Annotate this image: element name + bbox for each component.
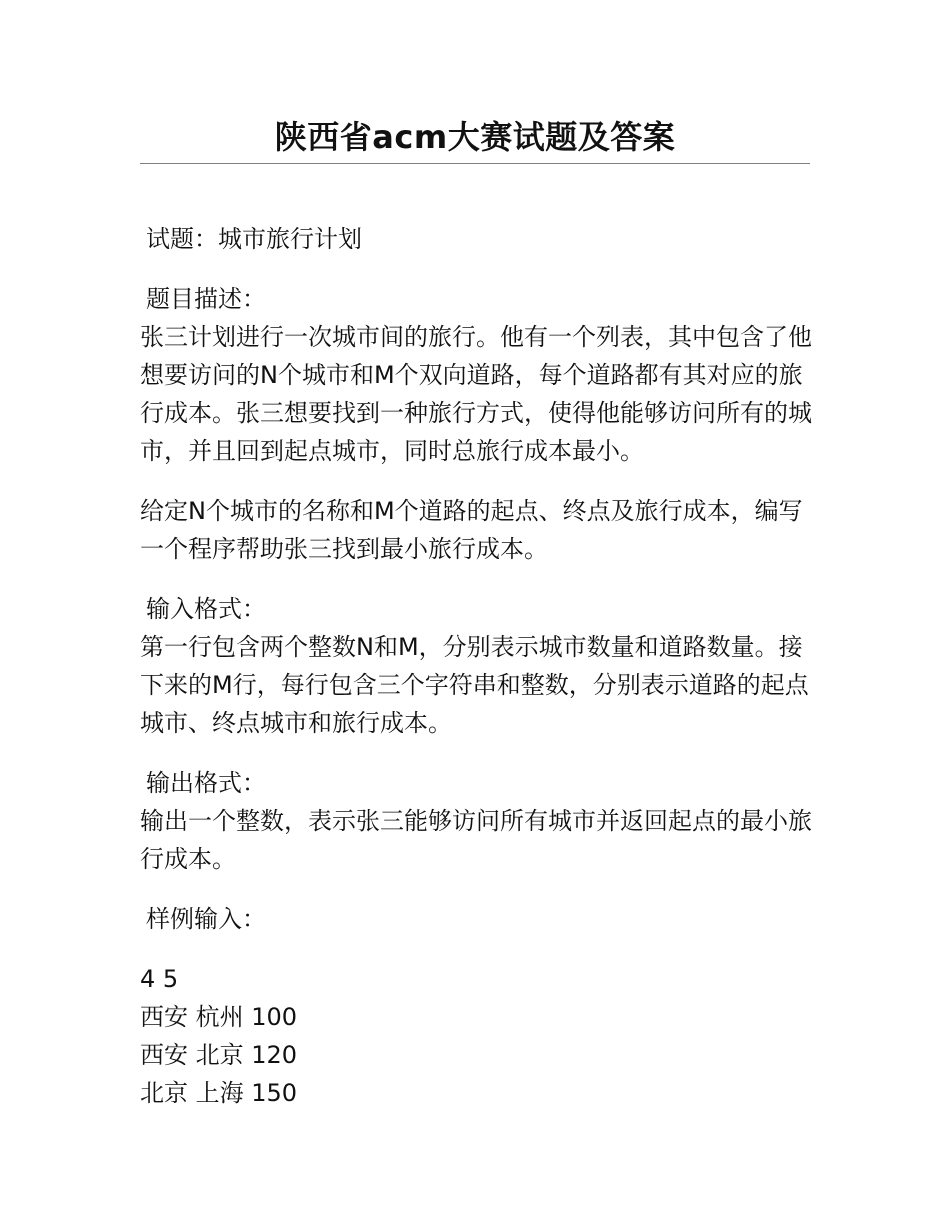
description-paragraph-2: 给定N个城市的名称和M个道路的起点、终点及旅行成本，编写一个程序帮助张三找到最小旅行成本。 [140, 497, 803, 563]
sample-input-line: 西安 北京 120 [140, 1041, 298, 1069]
spacer [140, 568, 820, 590]
input-format-text: 第一行包含两个整数N和M，分别表示城市数量和道路数量。接下来的M行，每行包含三个字符串和整数，分别表示道路的起点城市、终点城市和旅行成本。 [140, 633, 809, 737]
spacer [140, 470, 820, 492]
output-format-text: 输出一个整数，表示张三能够访问所有城市并返回起点的最小旅行成本。 [140, 807, 812, 873]
document-title: 陕西省acm大赛试题及答案 [274, 118, 676, 156]
input-format-heading: 输入格式： [146, 595, 266, 623]
sample-input-line: 西安 杭州 100 [140, 1003, 298, 1031]
problem-label: 试题：城市旅行计划 [146, 225, 362, 253]
description-paragraph-1: 张三计划进行一次城市间的旅行。他有一个列表，其中包含了他想要访问的N个城市和M个双向道路，每个道路都有其对应的旅行成本。张三想要找到一种旅行方式，使得他能够访问所有的城市，并且回到起点城市，同时总旅行成本最小。 [140, 323, 812, 465]
output-format-heading: 输出格式： [146, 769, 266, 797]
spacer [140, 742, 820, 764]
spacer [140, 258, 820, 280]
document-body [140, 220, 820, 1112]
sample-input-line: 4 5 [140, 965, 179, 993]
title-underline [140, 163, 810, 164]
sample-input-block [140, 960, 820, 1112]
sample-input-heading: 样例输入： [146, 905, 266, 933]
spacer [140, 878, 820, 900]
spacer [140, 938, 820, 960]
description-heading: 题目描述： [146, 285, 266, 313]
sample-input-line: 北京 上海 150 [140, 1079, 298, 1107]
